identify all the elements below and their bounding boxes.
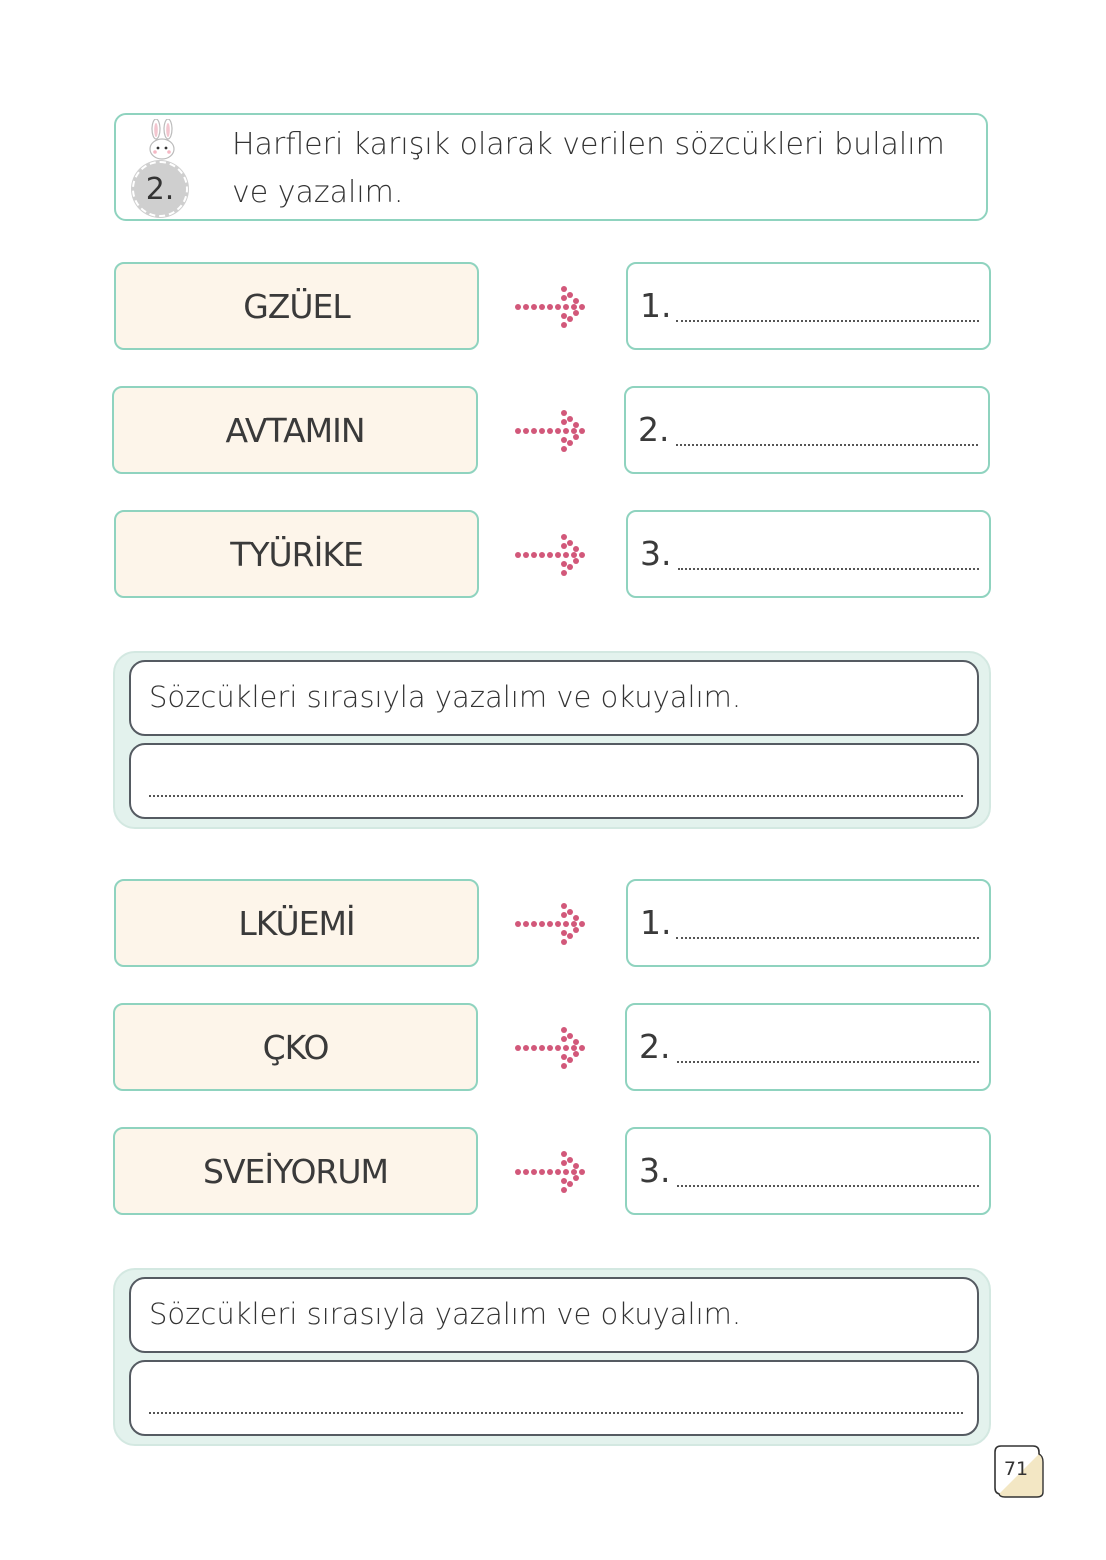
answer-field[interactable] <box>624 386 990 474</box>
sentence-panel <box>113 1268 991 1446</box>
exercise-number-badge <box>132 161 188 217</box>
dotted-line <box>149 1412 963 1414</box>
arrow-icon <box>512 1025 588 1071</box>
dotted-line <box>677 1185 979 1187</box>
dotted-line <box>676 320 979 322</box>
answer-number: 3. <box>640 534 672 573</box>
page-number: 71 <box>1003 1458 1029 1480</box>
dotted-line <box>676 444 978 446</box>
arrow-icon <box>512 284 588 330</box>
sentence-answer-field[interactable] <box>129 743 979 819</box>
panel-instruction: Sözcükleri sırasıyla yazalım ve okuyalım. <box>129 1277 979 1353</box>
dotted-line <box>678 568 979 570</box>
scrambled-word: SVEİYORUM <box>203 1151 388 1191</box>
arrow-icon <box>512 408 588 454</box>
scrambled-word-box <box>114 262 479 350</box>
answer-number: 3. <box>639 1151 671 1190</box>
scrambled-word-box <box>114 879 479 967</box>
answer-field[interactable] <box>625 1003 991 1091</box>
exercise-number: 2. <box>145 171 175 207</box>
answer-number: 2. <box>638 410 670 449</box>
scrambled-word: AVTAMIN <box>225 410 365 450</box>
bunny-icon <box>142 119 182 163</box>
dotted-line <box>149 795 963 797</box>
instruction-header <box>114 113 988 221</box>
scrambled-word: LKÜEMİ <box>238 903 355 943</box>
scrambled-word: GZÜEL <box>243 286 350 326</box>
arrow-icon <box>512 1149 588 1195</box>
answer-field[interactable] <box>626 510 991 598</box>
sentence-panel <box>113 651 991 829</box>
scrambled-word: TYÜRİKE <box>230 534 363 574</box>
panel-instruction: Sözcükleri sırasıyla yazalım ve okuyalım. <box>129 660 979 736</box>
scrambled-word-box <box>113 1127 478 1215</box>
arrow-icon <box>512 901 588 947</box>
dotted-line <box>677 1061 979 1063</box>
answer-field[interactable] <box>626 879 991 967</box>
answer-number: 1. <box>640 903 672 942</box>
scrambled-word-box <box>114 510 479 598</box>
answer-field[interactable] <box>625 1127 991 1215</box>
scrambled-word-box <box>112 386 478 474</box>
scrambled-word-box <box>113 1003 478 1091</box>
scrambled-word: ÇKO <box>262 1027 329 1067</box>
sentence-answer-field[interactable] <box>129 1360 979 1436</box>
answer-number: 2. <box>639 1027 671 1066</box>
arrow-icon <box>512 532 588 578</box>
exercise-instruction: Harfleri karışık olarak verilen sözcükleri bulalım ve yazalım. <box>232 127 945 210</box>
answer-number: 1. <box>640 286 672 325</box>
dotted-line <box>676 937 979 939</box>
answer-field[interactable] <box>626 262 991 350</box>
page-number-tab <box>993 1444 1045 1498</box>
